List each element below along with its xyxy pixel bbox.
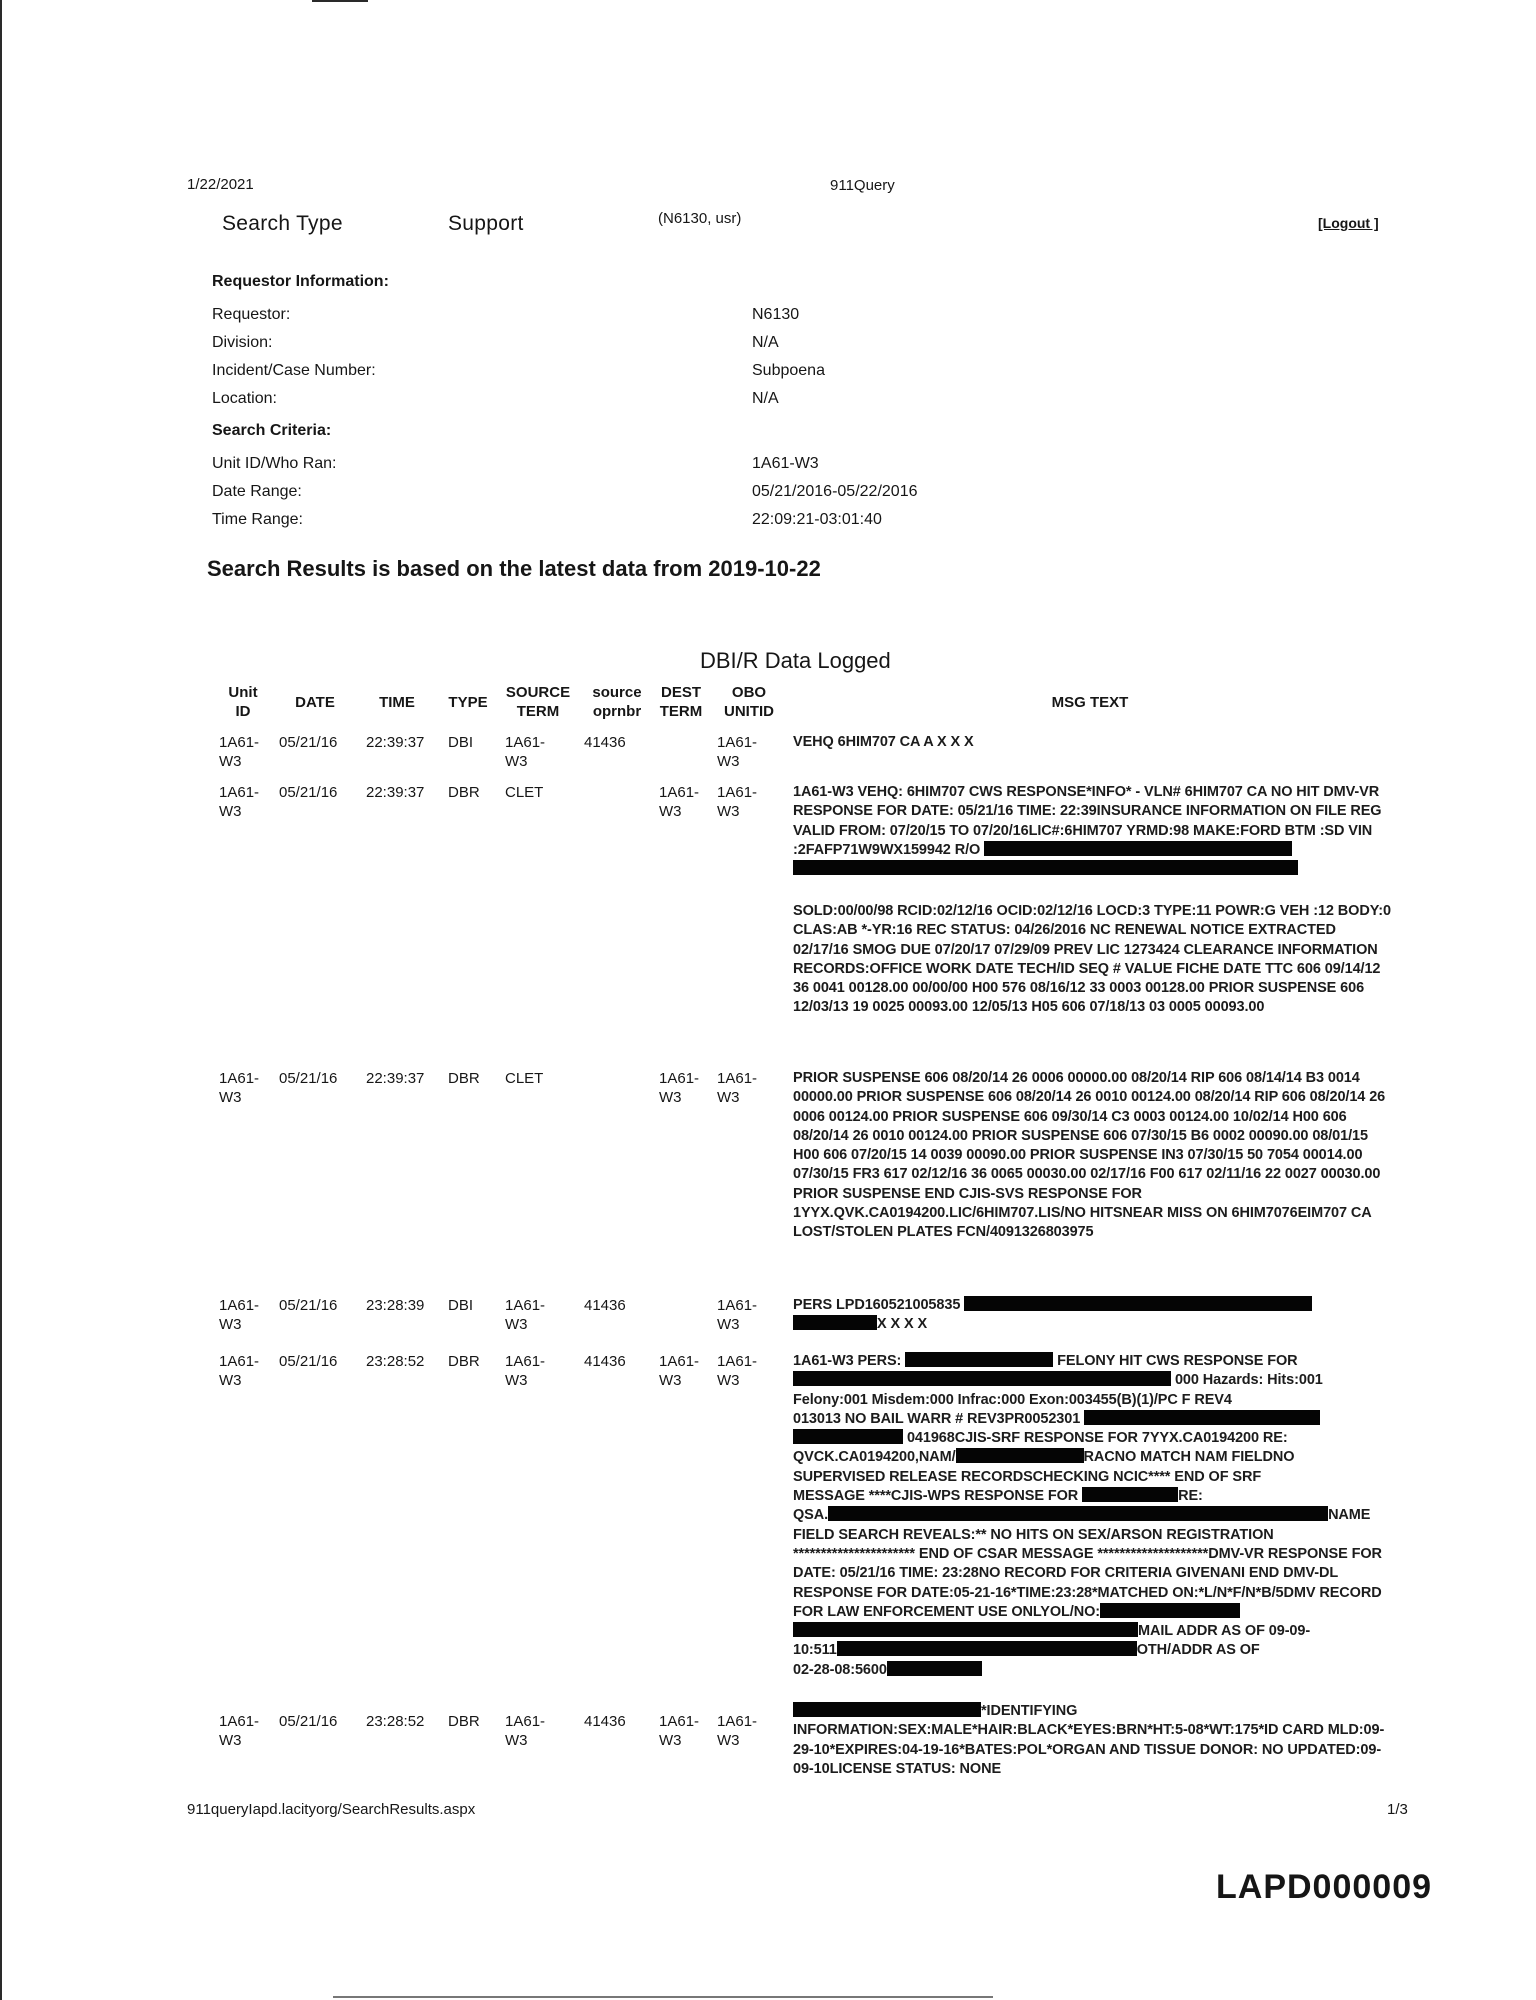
col-header-source-term: SOURCE TERM bbox=[505, 684, 571, 720]
cell-type: DBR bbox=[448, 1713, 480, 1730]
msg-text-part: Felony:001 Misdem:000 Infrac:000 Exon:003455(B)(1)/PC F REV4 bbox=[793, 1391, 1232, 1408]
col-header-dest-term: DEST TERM bbox=[659, 684, 703, 720]
msg-text-part: 1A61-W3 PERS: bbox=[793, 1353, 902, 1369]
cell-unit: 1A61- W3 bbox=[219, 1070, 260, 1106]
msg-text-part: QVCK.CA0194200,NAM/ bbox=[793, 1449, 956, 1466]
cell-type: DBI bbox=[448, 1297, 474, 1314]
cell-msg-text: PRIOR SUSPENSE 606 08/20/14 26 0006 00000.00 08/20/14 RIP 606 08/14/14 B3 0014 00000.00 PRIOR SUSPENSE 606 08/20/14 26 0010 00124.00 08/20/14 RIP 606 08/20/14 26 0006 00124.00 PRIOR SUSPENSE 606 09/30/14 C3 0003 00124.00 10/02/14 H00 606 08/20/14 26 0010 00124.00 PRIOR SUSPENSE 606 07/30/15 B6 0002 00090.00 08/01/15 H00 606 07/20/15 14 0039 00090.00 PRIOR SUSPENSE IN3 07/30/15 50 7054 00014.00 07/30/15 FR3 617 02/12/16 36 0065 00030.00 02/17/16 F00 617 02/11/16 22 0027 00030.00 PRIOR SUSPENSE END CJIS-SVS RESPONSE FOR 1YYX.QVK.CA0194200.LIC/6HIM707.LIS/NO HITSNEAR MISS ON 6HIM7076EIM707 CA LOST/STOLEN PLATES FCN/4091326803975 bbox=[793, 1070, 1386, 1241]
page-title: 911Query bbox=[830, 177, 895, 194]
page-number: 1/3 bbox=[1387, 1801, 1408, 1818]
cell-type: DBI bbox=[448, 734, 474, 751]
redaction-bar bbox=[887, 1661, 982, 1676]
cell-obo-unitid: 1A61- W3 bbox=[717, 784, 758, 820]
col-header-unit-id: Unit ID bbox=[228, 684, 258, 720]
msg-text-part: 000 Hazards: Hits:001 bbox=[1174, 1372, 1323, 1389]
cell-time: 23:28:52 bbox=[366, 1353, 425, 1370]
bates-number: LAPD000009 bbox=[1216, 1868, 1433, 1906]
cell-source-term: CLET bbox=[505, 784, 544, 801]
cell-source-term: CLET bbox=[505, 1070, 544, 1087]
cell-dest-term: 1A61- W3 bbox=[659, 1713, 700, 1749]
date-range-label: Date Range: bbox=[212, 483, 302, 500]
redaction-bar bbox=[1100, 1603, 1240, 1618]
time-range-value: 22:09:21-03:01:40 bbox=[752, 511, 882, 528]
cell-msg-text: VEHQ 6HIM707 CA A X X X bbox=[793, 734, 974, 750]
msg-text-part: QSA. bbox=[793, 1507, 829, 1524]
division-value: N/A bbox=[752, 334, 779, 351]
msg-text-part: 10:511 bbox=[793, 1642, 837, 1659]
user-badge: (N6130, usr) bbox=[658, 210, 742, 227]
redaction-bar bbox=[837, 1641, 1137, 1656]
cell-date: 05/21/16 bbox=[279, 1297, 338, 1314]
msg-text-part: MESSAGE ****CJIS-WPS RESPONSE FOR bbox=[793, 1488, 1079, 1505]
col-header-date: DATE bbox=[295, 694, 335, 711]
col-header-obo-unitid: OBO UNITID bbox=[724, 684, 774, 720]
nav-support[interactable]: Support bbox=[448, 212, 524, 235]
redaction-bar bbox=[793, 1622, 1138, 1637]
requestor-heading: Requestor Information: bbox=[212, 273, 389, 290]
redaction-bar bbox=[793, 1315, 877, 1330]
msg-text-part: FELONY HIT CWS RESPONSE FOR bbox=[1057, 1353, 1298, 1369]
redaction-bar bbox=[793, 1702, 981, 1717]
col-header-source-oprnbr: source oprnbr bbox=[592, 684, 642, 720]
cell-source-term: 1A61- W3 bbox=[505, 734, 546, 770]
requestor-label: Requestor: bbox=[212, 306, 291, 323]
cell-source-oprnbr: 41436 bbox=[584, 1353, 626, 1370]
location-label: Location: bbox=[212, 390, 277, 407]
division-label: Division: bbox=[212, 334, 273, 351]
redaction-bar bbox=[793, 1371, 1171, 1386]
unit-id-label: Unit ID/Who Ran: bbox=[212, 455, 337, 472]
cell-unit: 1A61- W3 bbox=[219, 1353, 260, 1389]
redaction-bar bbox=[828, 1506, 1328, 1521]
cell-source-oprnbr: 41436 bbox=[584, 1713, 626, 1730]
cell-source-term: 1A61- W3 bbox=[505, 1297, 546, 1333]
logout-link[interactable]: [Logout ] bbox=[1318, 215, 1379, 231]
print-date: 1/22/2021 bbox=[187, 176, 254, 193]
col-header-type: TYPE bbox=[448, 694, 488, 711]
cell-unit: 1A61- W3 bbox=[219, 734, 260, 770]
cell-date: 05/21/16 bbox=[279, 1070, 338, 1087]
scan-bottom-mark bbox=[333, 1996, 993, 1998]
footer-url: 911queryIapd.lacityorg/SearchResults.aspx bbox=[187, 1801, 476, 1818]
msg-text-part: MAIL ADDR AS OF 09-09- bbox=[1138, 1623, 1311, 1640]
cell-unit: 1A61- W3 bbox=[219, 784, 260, 820]
date-range-value: 05/21/2016-05/22/2016 bbox=[752, 483, 918, 500]
cell-obo-unitid: 1A61- W3 bbox=[717, 1297, 758, 1333]
cell-msg-text bbox=[793, 783, 1393, 879]
redaction-bar bbox=[793, 860, 1298, 875]
unit-id-value: 1A61-W3 bbox=[752, 455, 819, 472]
cell-source-oprnbr: 41436 bbox=[584, 734, 626, 751]
cell-obo-unitid: 1A61- W3 bbox=[717, 734, 758, 770]
msg-text-part: 013013 NO BAIL WARR # REV3PR0052301 bbox=[793, 1410, 1081, 1427]
cell-source-oprnbr: 41436 bbox=[584, 1297, 626, 1314]
cell-date: 05/21/16 bbox=[279, 734, 338, 751]
msg-text-part: NAME bbox=[1328, 1507, 1371, 1524]
msg-text-part: FIELD SEARCH REVEALS:** NO HITS ON SEX/ARSON REGISTRATION ********************** END OF CSAR MESSAGE ********************DMV-VR RESPONSE FOR DATE: 05/21/16 TIME: 23:28NO RECORD FOR CRITERIA GIVENANI END DMV-DL RESPONSE FOR DATE:05-21-16*TIME:23:28*MATCHED ON:*L/N*F/N*B/5DMV RECORD FOR LAW ENFORCEMENT USE ONLYOL/NO: bbox=[793, 1526, 1382, 1620]
cell-type: DBR bbox=[448, 784, 480, 801]
requestor-value: N6130 bbox=[752, 306, 800, 323]
cell-type: DBR bbox=[448, 1070, 480, 1087]
redaction-bar bbox=[956, 1448, 1084, 1463]
nav-search-type[interactable]: Search Type bbox=[222, 212, 343, 235]
msg-text-part: 1A61-W3 VEHQ: 6HIM707 CWS RESPONSE*INFO* - VLN# 6HIM707 CA NO HIT DMV-VR RESPONSE FOR DATE: 05/21/16 TIME: 22:39INSURANCE INFORMATION ON FILE REG VALID FROM: 07/20/15 TO 07/20/16LIC#:6HIM707 YRMD:98 MAKE:FORD BTM :SD VIN :2FAFP71W9WX159942 R/O bbox=[793, 784, 1382, 858]
cell-source-term: 1A61- W3 bbox=[505, 1713, 546, 1749]
cell-dest-term: 1A61- W3 bbox=[659, 1070, 700, 1106]
cell-time: 22:39:37 bbox=[366, 784, 425, 801]
cell-dest-term: 1A61- W3 bbox=[659, 1353, 700, 1389]
msg-text-part: *IDENTIFYING bbox=[981, 1703, 1078, 1719]
cell-time: 23:28:39 bbox=[366, 1297, 425, 1314]
msg-text-part: INFORMATION:SEX:MALE*HAIR:BLACK*EYES:BRN*HT:5-08*WT:175*ID CARD MLD:09-29-10*EXPIRES:04-19-16*BATES:POL*ORGAN AND TISSUE DONOR: NO UPDATED:09-09-10LICENSE STATUS: NONE bbox=[793, 1722, 1385, 1777]
table-title: DBI/R Data Logged bbox=[700, 648, 891, 673]
cell-msg-text bbox=[793, 1702, 1393, 1779]
msg-text-part: 02-28-08:5600 bbox=[793, 1661, 887, 1678]
msg-text-part: OTH/ADDR AS OF bbox=[1136, 1642, 1260, 1659]
cell-obo-unitid: 1A61- W3 bbox=[717, 1713, 758, 1749]
cell-time: 22:39:37 bbox=[366, 734, 425, 751]
cell-time: 23:28:52 bbox=[366, 1713, 425, 1730]
cell-msg-text-continued: SOLD:00/00/98 RCID:02/12/16 OCID:02/12/16 LOCD:3 TYPE:11 POWR:G VEH :12 BODY:0 CLAS:AB *-YR:16 REC STATUS: 04/26/2016 NC RENEWAL NOTICE EXTRACTED 02/17/16 SMOG DUE 07/20/17 07/29/09 PREV LIC 1273424 CLEARANCE INFORMATION RECORDS:OFFICE WORK DATE TECH/ID SEQ # VALUE FICHE DATE TTC 606 09/14/12 36 0041 00128.00 00/00/00 H00 576 08/16/12 33 0003 00128.00 PRIOR SUSPENSE 606 12/03/13 19 0025 00093.00 12/05/13 H05 606 07/18/13 03 0005 00093.00 bbox=[793, 903, 1391, 1016]
cell-obo-unitid: 1A61- W3 bbox=[717, 1070, 758, 1106]
redaction-bar bbox=[964, 1296, 1312, 1311]
cell-dest-term: 1A61- W3 bbox=[659, 784, 700, 820]
scan-edge-line bbox=[0, 0, 2, 2000]
cell-type: DBR bbox=[448, 1353, 480, 1370]
redaction-bar bbox=[793, 1429, 903, 1444]
cell-msg-text bbox=[793, 1352, 1393, 1680]
redaction-bar bbox=[984, 841, 1292, 856]
msg-text-part: 041968CJIS-SRF RESPONSE FOR 7YYX.CA0194200 RE: bbox=[906, 1430, 1288, 1447]
msg-text-part: RE: bbox=[1178, 1488, 1203, 1505]
location-value: N/A bbox=[752, 390, 779, 407]
case-number-label: Incident/Case Number: bbox=[212, 362, 376, 379]
msg-text-part: X X X X bbox=[877, 1316, 928, 1333]
msg-text-part: PERS LPD160521005835 bbox=[793, 1297, 961, 1313]
results-note: Search Results is based on the latest data from 2019-10-22 bbox=[207, 556, 821, 581]
search-criteria-heading: Search Criteria: bbox=[212, 422, 332, 439]
cell-time: 22:39:37 bbox=[366, 1070, 425, 1087]
cell-source-term: 1A61- W3 bbox=[505, 1353, 546, 1389]
case-number-value: Subpoena bbox=[752, 362, 825, 379]
msg-text-part: RACNO MATCH NAM FIELDNO bbox=[1083, 1449, 1295, 1466]
cell-date: 05/21/16 bbox=[279, 784, 338, 801]
redaction-bar bbox=[905, 1352, 1053, 1367]
cell-obo-unitid: 1A61- W3 bbox=[717, 1353, 758, 1389]
col-header-time: TIME bbox=[379, 694, 415, 711]
cell-msg-text bbox=[793, 1296, 1393, 1335]
redaction-bar bbox=[1084, 1410, 1320, 1425]
cell-unit: 1A61- W3 bbox=[219, 1297, 260, 1333]
cell-date: 05/21/16 bbox=[279, 1713, 338, 1730]
scan-top-mark bbox=[312, 0, 368, 2]
cell-unit: 1A61- W3 bbox=[219, 1713, 260, 1749]
redaction-bar bbox=[1082, 1487, 1178, 1502]
msg-text-part: SUPERVISED RELEASE RECORDSCHECKING NCIC**** END OF SRF bbox=[793, 1468, 1262, 1485]
cell-date: 05/21/16 bbox=[279, 1353, 338, 1370]
col-header-msg-text: MSG TEXT bbox=[1051, 694, 1129, 711]
time-range-label: Time Range: bbox=[212, 511, 303, 528]
